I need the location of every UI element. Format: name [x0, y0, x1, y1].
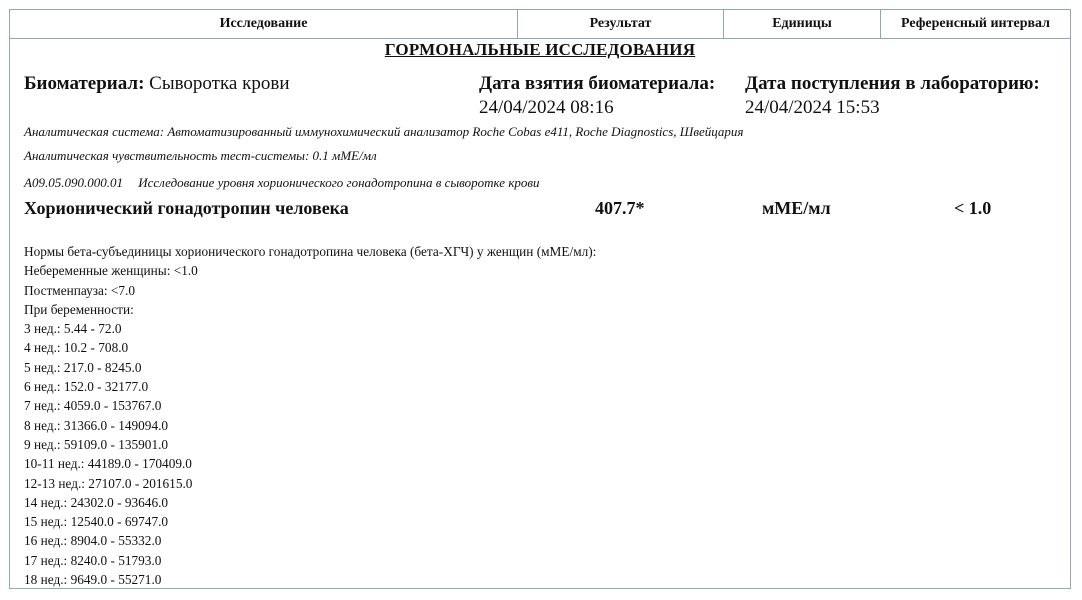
norm-line: При беременности:	[24, 301, 134, 317]
norms-block	[24, 242, 596, 589]
test-description: Исследование уровня хорионического гонадотропина в сыворотке крови	[138, 175, 540, 190]
norm-line: 7 нед.: 4059.0 - 153767.0	[24, 398, 162, 414]
biomaterial-block	[24, 72, 290, 96]
test-code-line	[24, 175, 540, 191]
analyzer-info: Аналитическая система: Автоматизированный иммунохимический анализатор Roche Cobas e411, Roche Diagnostics, Швейцария	[24, 124, 744, 139]
lab-report	[9, 9, 1071, 589]
header-result: Результат	[518, 10, 724, 38]
sensitivity-info: Аналитическая чувствительность тест-системы: 0.1 мМЕ/мл	[24, 148, 377, 163]
taken-date-label: Дата взятия биоматериала:	[479, 73, 716, 94]
result-unit: мМЕ/мл	[762, 198, 831, 218]
biomaterial-value: Сыворотка крови	[149, 73, 290, 94]
result-row	[10, 196, 1070, 222]
received-date-label: Дата поступления в лабораторию:	[745, 73, 1040, 94]
table-header	[10, 10, 1070, 39]
norm-line: 6 нед.: 152.0 - 32177.0	[24, 379, 149, 395]
result-reference: < 1.0	[954, 198, 992, 218]
norm-line: 5 нед.: 217.0 - 8245.0	[24, 359, 142, 375]
test-code: A09.05.090.000.01	[24, 175, 123, 190]
norm-line: 17 нед.: 8240.0 - 51793.0	[24, 552, 162, 568]
header-study: Исследование	[10, 10, 518, 38]
section-title: ГОРМОНАЛЬНЫЕ ИССЛЕДОВАНИЯ	[384, 40, 696, 59]
received-date-block	[745, 72, 1040, 120]
norm-line: 18 нед.: 9649.0 - 55271.0	[24, 572, 162, 588]
taken-date-value: 24/04/2024 08:16	[479, 97, 614, 118]
result-value: 407.7*	[595, 198, 645, 218]
header-reference: Референсный интервал	[900, 16, 1051, 31]
norm-line: 15 нед.: 12540.0 - 69747.0	[24, 514, 169, 530]
taken-date-block	[479, 72, 715, 120]
norm-line: 14 нед.: 24302.0 - 93646.0	[24, 494, 169, 510]
norm-line: 16 нед.: 8904.0 - 55332.0	[24, 533, 162, 549]
norm-line: 8 нед.: 31366.0 - 149094.0	[24, 417, 169, 433]
header-units: Единицы	[724, 10, 881, 38]
norm-line: 12-13 нед.: 27107.0 - 201615.0	[24, 475, 193, 491]
norm-line: 3 нед.: 5.44 - 72.0	[24, 321, 122, 337]
norm-line: 10-11 нед.: 44189.0 - 170409.0	[24, 456, 192, 472]
biomaterial-label: Биоматериал:	[24, 73, 145, 94]
norm-line: 4 нед.: 10.2 - 708.0	[24, 340, 129, 356]
norm-line: Небеременные женщины: <1.0	[24, 263, 198, 279]
received-date-value: 24/04/2024 15:53	[745, 97, 880, 118]
norm-line: 9 нед.: 59109.0 - 135901.0	[24, 436, 169, 452]
result-name: Хорионический гонадотропин человека	[24, 198, 349, 218]
norm-line: Постменпауза: <7.0	[24, 282, 136, 298]
norms-title: Нормы бета-субъединицы хорионического гонадотропина человека (бета-ХГЧ) у женщин (мМЕ/мл):	[24, 244, 597, 259]
